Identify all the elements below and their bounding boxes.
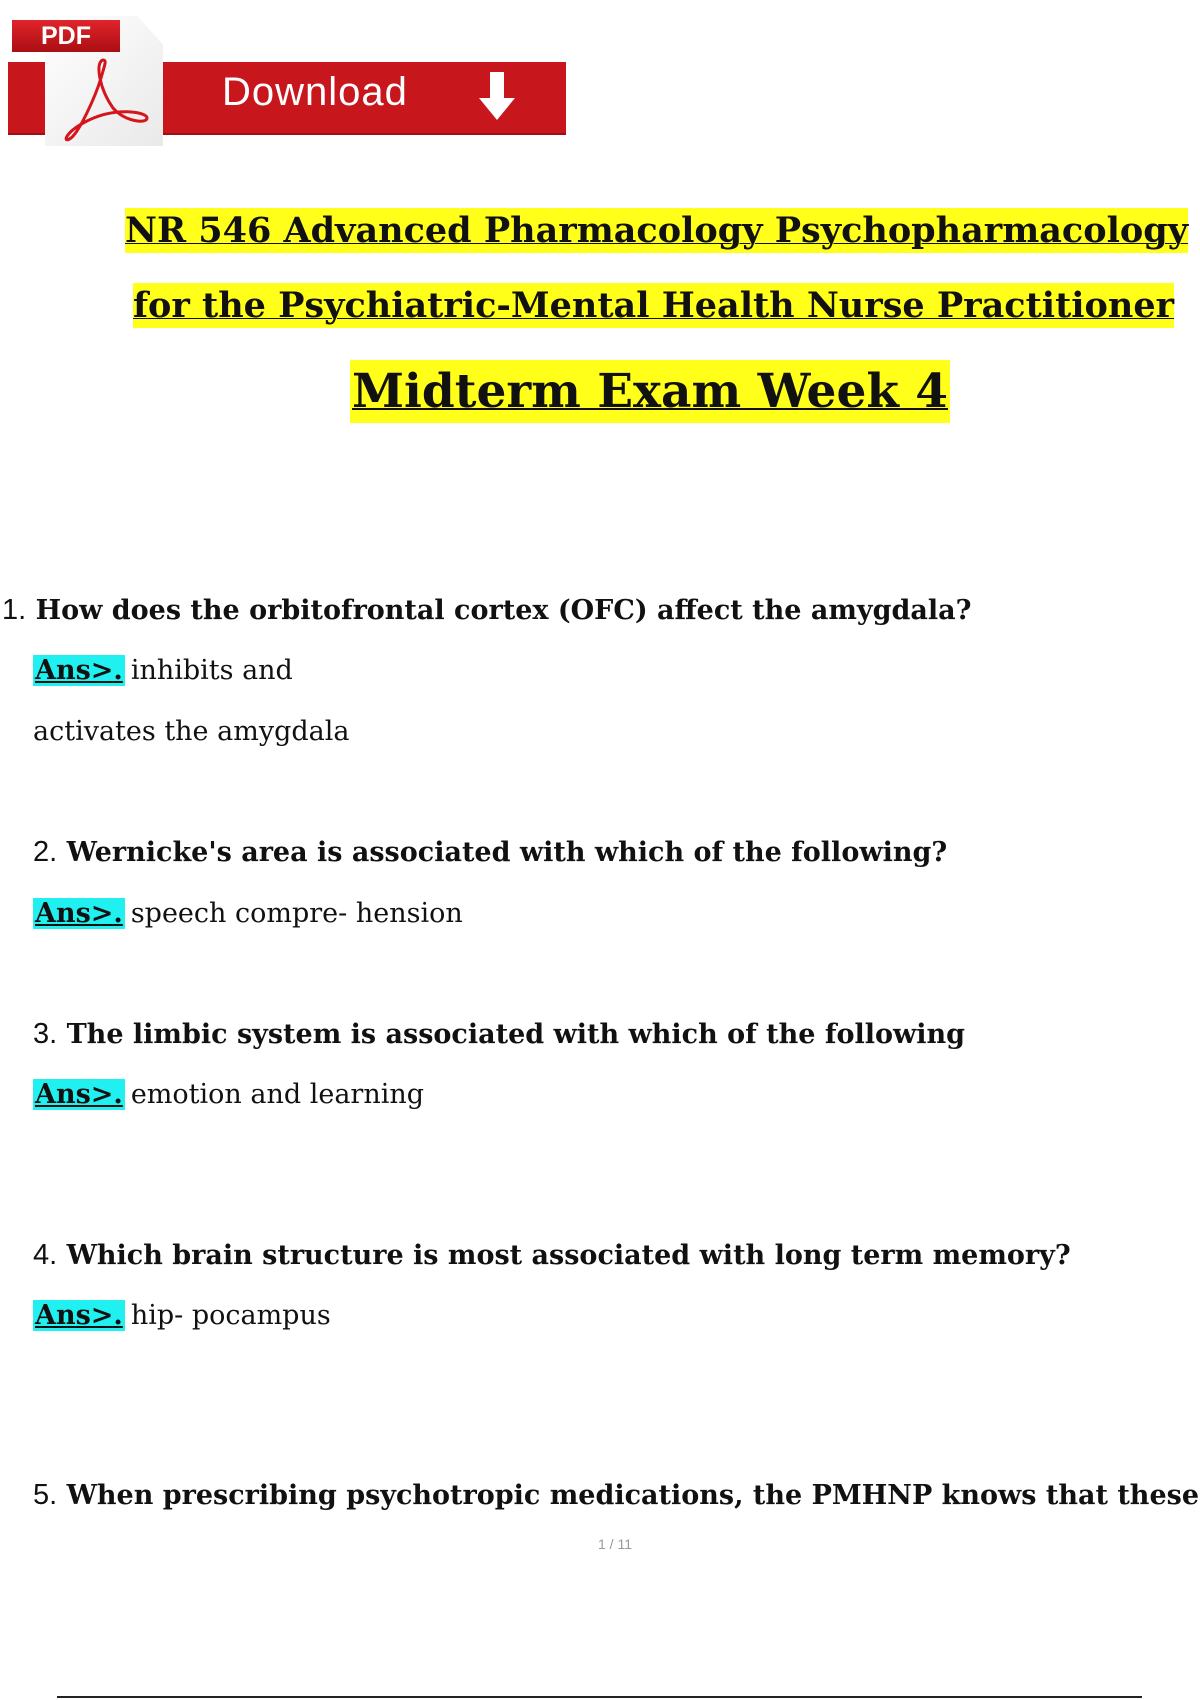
document-subtitle: Midterm Exam Week 4: [350, 360, 950, 423]
question-3: [33, 1018, 965, 1051]
answer-tag: Ans>.: [35, 655, 123, 686]
answer-text: speech compre- hension: [130, 898, 463, 929]
answer-text: hip- pocampus: [130, 1300, 331, 1331]
question-5: [33, 1479, 1199, 1512]
question-number: 3.: [33, 1018, 58, 1050]
question-number: 5.: [33, 1479, 58, 1511]
answer-2: [33, 898, 463, 929]
question-number: 2.: [33, 836, 58, 868]
answer-3: [33, 1079, 424, 1110]
answer-tag: Ans>.: [35, 1300, 123, 1331]
page-divider: [57, 1696, 1142, 1698]
download-label: Download: [222, 70, 408, 114]
answer-1-continued: activates the amygdala: [33, 716, 350, 747]
answer-1: [33, 655, 293, 686]
document-title-line2: for the Psychiatric-Mental Health Nurse Practitioner: [133, 285, 1175, 326]
document-title-line1: NR 546 Advanced Pharmacology Psychopharmacology: [125, 210, 1189, 251]
answer-4: [33, 1300, 331, 1331]
download-arrow-icon: [478, 72, 516, 122]
acrobat-logo-icon: [55, 58, 155, 143]
question-4: [33, 1239, 1071, 1272]
answer-tag: Ans>.: [35, 898, 123, 929]
answer-text: inhibits and: [130, 655, 293, 686]
question-text: Wernicke's area is associated with which of the following?: [66, 837, 948, 868]
question-2: [33, 836, 947, 869]
answer-tag: Ans>.: [35, 1079, 123, 1110]
question-text: The limbic system is associated with which of the following: [66, 1019, 966, 1050]
question-text: When prescribing psychotropic medications, the PMHNP knows that these: [66, 1480, 1199, 1511]
question-1: [2, 594, 971, 627]
question-text: How does the orbitofrontal cortex (OFC) affect the amygdala?: [35, 595, 972, 626]
page-indicator: 1 / 11: [598, 1536, 632, 1552]
question-number: 4.: [33, 1239, 58, 1271]
answer-text: emotion and learning: [130, 1079, 425, 1110]
pdf-label: PDF: [12, 20, 120, 52]
question-number: 1.: [2, 594, 27, 626]
question-text: Which brain structure is most associated with long term memory?: [66, 1240, 1071, 1271]
